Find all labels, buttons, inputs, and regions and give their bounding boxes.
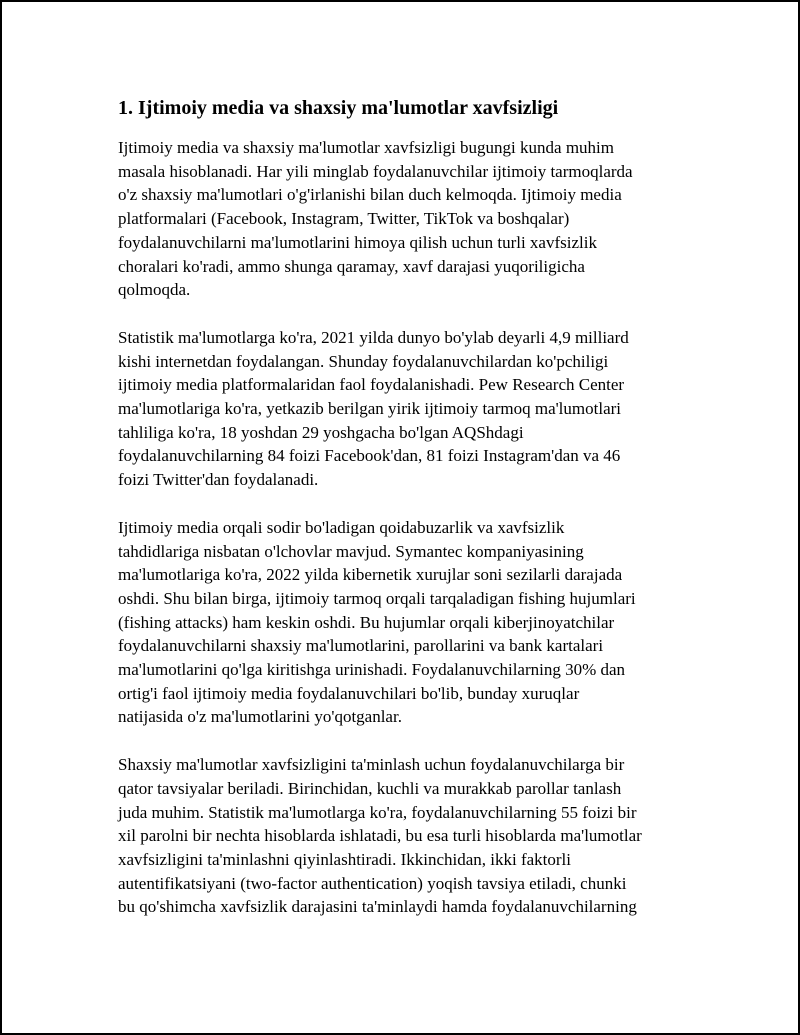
text-line: Ijtimoiy media orqali sodir bo'ladigan qoidabuzarlik va xavfsizlik [118, 517, 565, 537]
text-line: foizi Twitter'dan foydalanadi. [118, 470, 319, 490]
text-line: tahliliga ko'ra, 18 yoshdan 29 yoshgacha bo'lgan AQShdagi [118, 422, 524, 442]
paragraph-4 [118, 753, 690, 919]
text-line: autentifikatsiyani (two-factor authentication) yoqish tavsiya etiladi, chunki [118, 873, 627, 893]
text-line: qolmoqda. [118, 280, 191, 300]
text-line: platformalari (Facebook, Instagram, Twitter, TikTok va boshqalar) [118, 209, 570, 229]
text-line: (fishing attacks) ham keskin oshdi. Bu hujumlar orqali kiberjinoyatchilar [118, 612, 615, 632]
text-line: foydalanuvchilarni ma'lumotlarini himoya qilish uchun turli xavfsizlik [118, 232, 597, 252]
text-line: masala hisoblanadi. Har yili minglab foydalanuvchilar ijtimoiy tarmoqlarda [118, 161, 633, 181]
document-body [118, 94, 690, 943]
text-line: bu qo'shimcha xavfsizlik darajasini ta'minlaydi hamda foydalanuvchilarning [118, 897, 637, 917]
text-line: oshdi. Shu bilan birga, ijtimoiy tarmoq orqali tarqaladigan fishing hujumlari [118, 588, 636, 608]
text-line: kishi internetdan foydalangan. Shunday foydalanuvchilardan ko'pchiligi [118, 351, 609, 371]
section-heading: 1. Ijtimoiy media va shaxsiy ma'lumotlar xavfsizligi [118, 97, 559, 119]
text-line: Shaxsiy ma'lumotlar xavfsizligini ta'minlash uchun foydalanuvchilarga bir [118, 755, 625, 775]
text-line: foydalanuvchilarni shaxsiy ma'lumotlarini, parollarini va bank kartalari [118, 636, 604, 656]
text-line: ma'lumotlariga ko'ra, yetkazib berilgan yirik ijtimoiy tarmoq ma'lumotlari [118, 399, 622, 419]
text-line: xavfsizligini ta'minlashni qiyinlashtiradi. Ikkinchidan, ikki faktorli [118, 849, 572, 869]
text-line: o'z shaxsiy ma'lumotlari o'g'irlanishi bilan duch kelmoqda. Ijtimoiy media [118, 185, 622, 205]
paragraph-2 [118, 326, 690, 492]
text-line: ma'lumotlarini qo'lga kiritishga urinishadi. Foydalanuvchilarning 30% dan [118, 660, 626, 680]
text-line: foydalanuvchilarning 84 foizi Facebook'dan, 81 foizi Instagram'dan va 46 [118, 446, 621, 466]
text-line: tahdidlariga nisbatan o'lchovlar mavjud. Symantec kompaniyasining [118, 541, 584, 561]
paragraph-3 [118, 516, 690, 729]
text-line: ortig'i faol ijtimoiy media foydalanuvchilari bo'lib, bunday xuruqlar [118, 683, 580, 703]
text-line: Ijtimoiy media va shaxsiy ma'lumotlar xavfsizligi bugungi kunda muhim [118, 138, 614, 157]
paragraph-1 [118, 136, 690, 302]
text-line: xil parolni bir nechta hisoblarda ishlatadi, bu esa turli hisoblarda ma'lumotlar [118, 826, 642, 846]
text-line: juda muhim. Statistik ma'lumotlarga ko'ra, foydalanuvchilarning 55 foizi bir [118, 802, 637, 822]
text-line: ijtimoiy media platformalaridan faol foydalanishadi. Pew Research Center [118, 375, 625, 395]
text-line: natijasida o'z ma'lumotlarini yo'qotganlar. [118, 707, 402, 727]
text-line: ma'lumotlariga ko'ra, 2022 yilda kibernetik xurujlar soni sezilarli darajada [118, 565, 623, 585]
text-line: Statistik ma'lumotlarga ko'ra, 2021 yilda dunyo bo'ylab deyarli 4,9 milliard [118, 327, 629, 347]
text-line: choralari ko'radi, ammo shunga qaramay, xavf darajasi yuqoriligicha [118, 256, 585, 276]
text-line: qator tavsiyalar beriladi. Birinchidan, kuchli va murakkab parollar tanlash [118, 778, 622, 798]
